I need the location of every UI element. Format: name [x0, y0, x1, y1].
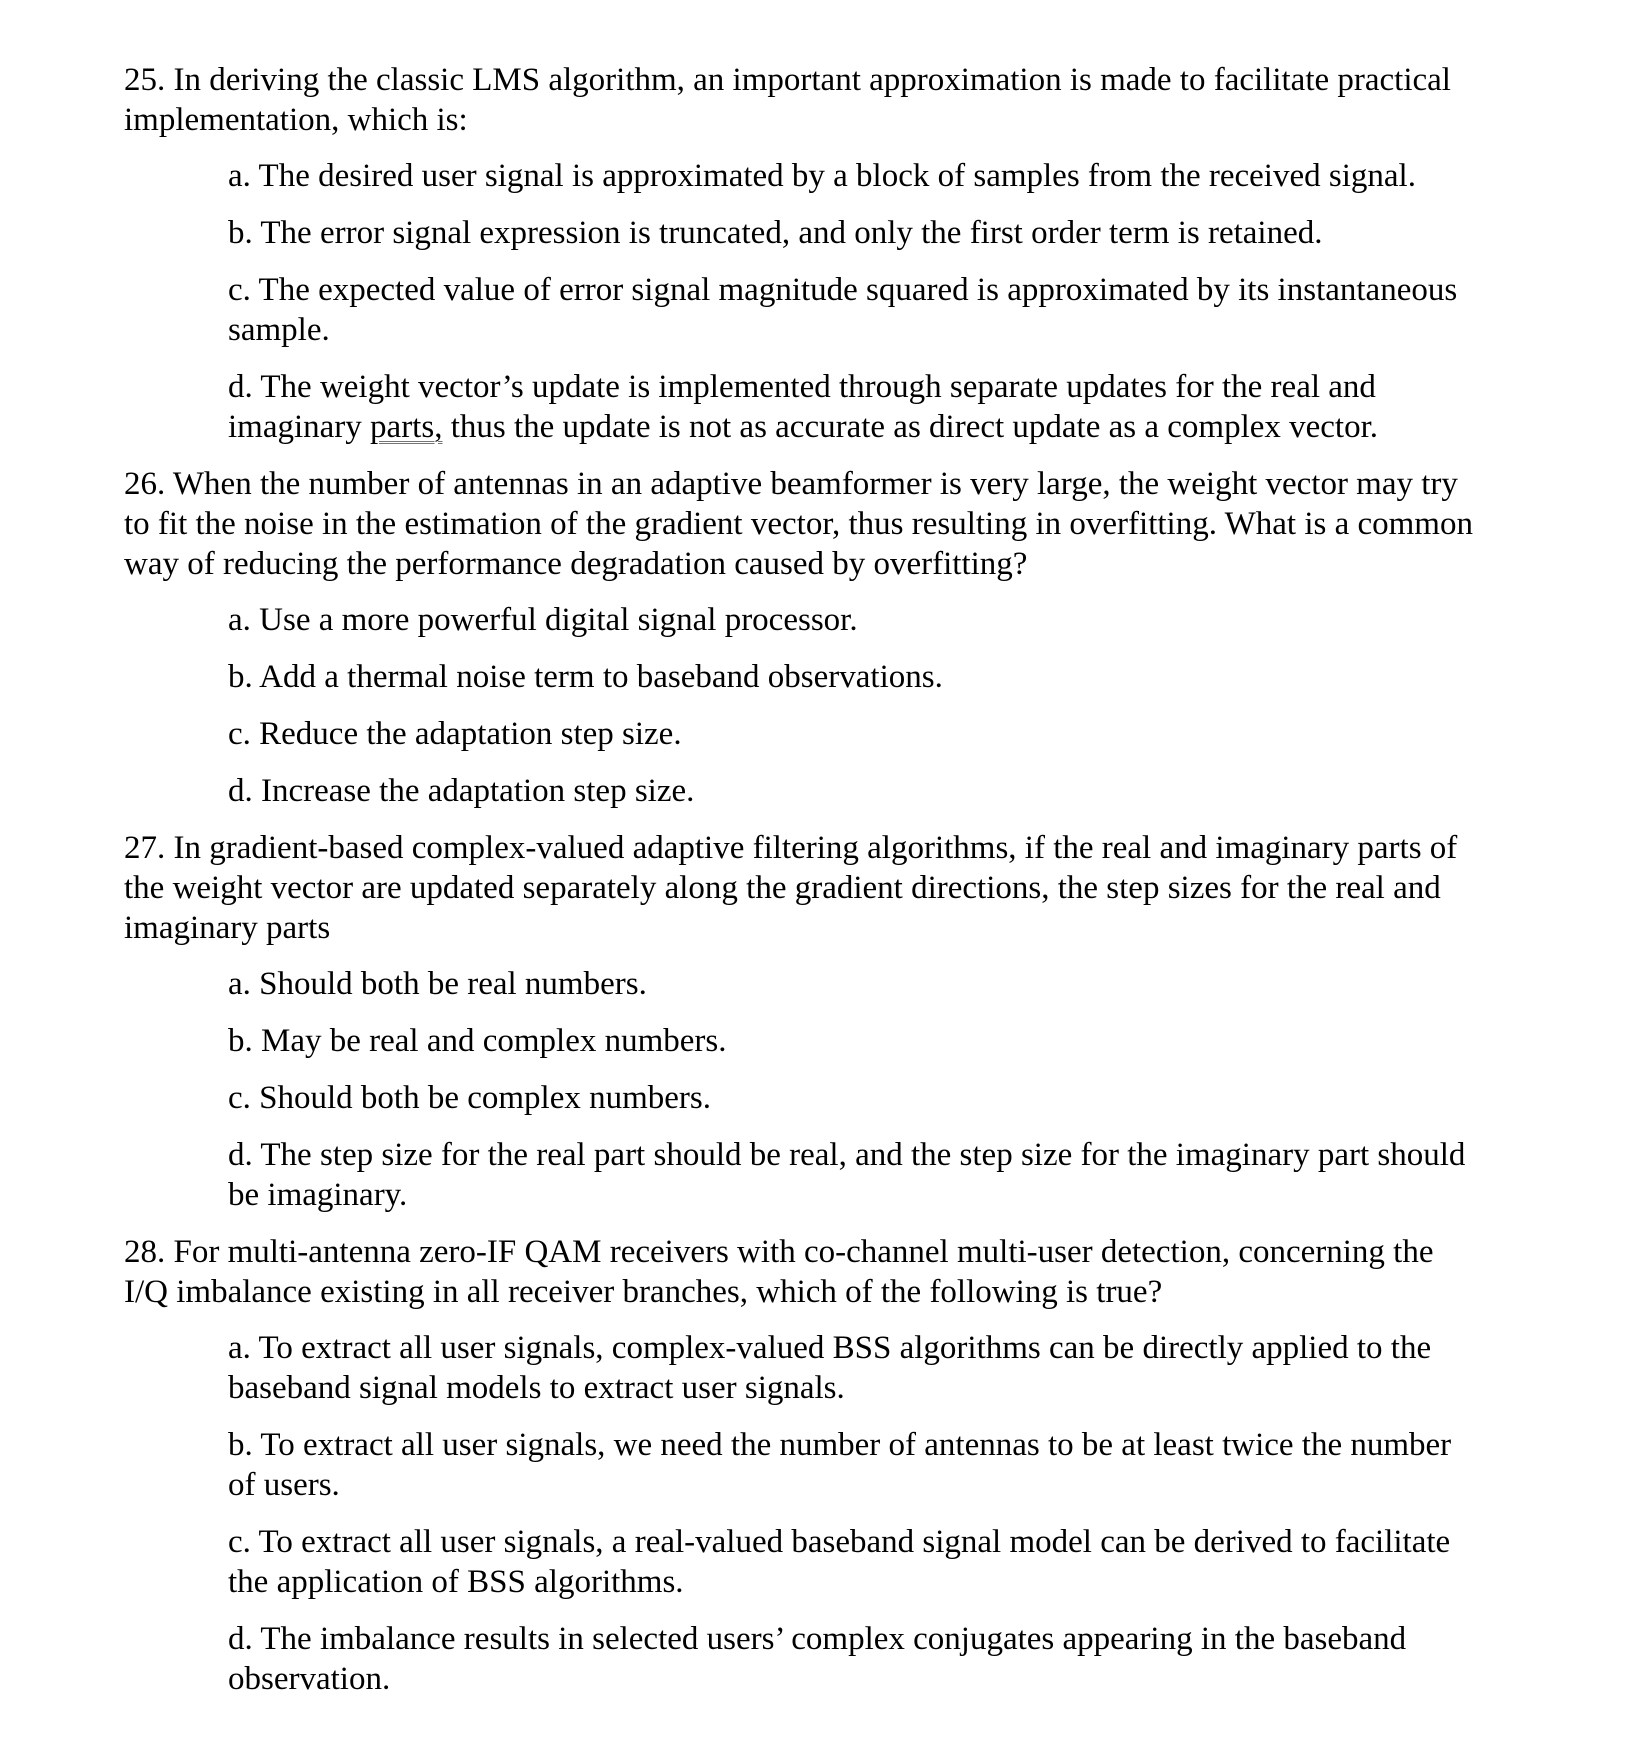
question-text: 27. In gradient-based complex-valued adaptive filtering algorithms, if the real and imaginary parts of the weight vector are updated separately along the gradient directions, the step sizes for the real and imaginary parts: [124, 830, 1458, 946]
option-c: c. Reduce the adaptation step size.: [228, 716, 682, 752]
option-d-text-end: thus the update is not as accurate as direct update as a complex vector.: [442, 409, 1379, 445]
option-d: [228, 367, 1468, 447]
option-b: b. Add a thermal noise term to baseband observations.: [228, 659, 943, 695]
option-d: d. Increase the adaptation step size.: [228, 773, 695, 809]
question-27: [124, 828, 1524, 1215]
question-26: [124, 464, 1524, 811]
option-c: c. Should both be complex numbers.: [228, 1080, 712, 1116]
option-a: a. To extract all user signals, complex-valued BSS algorithms can be directly applied to the baseband signal models to extract user signals.: [228, 1330, 1432, 1406]
option-a: a. Use a more powerful digital signal processor.: [228, 602, 858, 638]
document-page: [124, 60, 1524, 1715]
option-a: a. The desired user signal is approximated by a block of samples from the received signal.: [228, 158, 1416, 194]
option-c: c. To extract all user signals, a real-valued baseband signal model can be derived to facilitate the application of BSS algorithms.: [228, 1524, 1451, 1600]
option-c: c. The expected value of error signal magnitude squared is approximated by its instantaneous sample.: [228, 272, 1458, 348]
option-b: b. To extract all user signals, we need the number of antennas to be at least twice the number of users.: [228, 1427, 1452, 1503]
option-b: b. May be real and complex numbers.: [228, 1023, 727, 1059]
option-d-text-start: d. The weight vector’s update is implemented through separate updates for the real and imaginary: [228, 369, 1376, 445]
option-d: d. The imbalance results in selected users’ complex conjugates appearing in the baseband observation.: [228, 1621, 1407, 1697]
spellcheck-flagged-word: parts,: [370, 409, 443, 445]
question-text: 25. In deriving the classic LMS algorithm, an important approximation is made to facilitate practical implementation, which is:: [124, 62, 1451, 138]
question-text: 28. For multi-antenna zero-IF QAM receivers with co-channel multi-user detection, concerning the I/Q imbalance existing in all receiver branches, which of the following is true?: [124, 1234, 1434, 1310]
question-text: 26. When the number of antennas in an adaptive beamformer is very large, the weight vector may try to fit the noise in the estimation of the gradient vector, thus resulting in overfitting. What is a common way of reducing the performance degradation caused by overfitting?: [124, 466, 1473, 582]
question-28: [124, 1232, 1524, 1699]
option-a: a. Should both be real numbers.: [228, 966, 647, 1002]
question-25: [124, 60, 1524, 447]
option-d: d. The step size for the real part should be real, and the step size for the imaginary part should be imaginary.: [228, 1137, 1466, 1213]
option-b: b. The error signal expression is truncated, and only the first order term is retained.: [228, 215, 1323, 251]
